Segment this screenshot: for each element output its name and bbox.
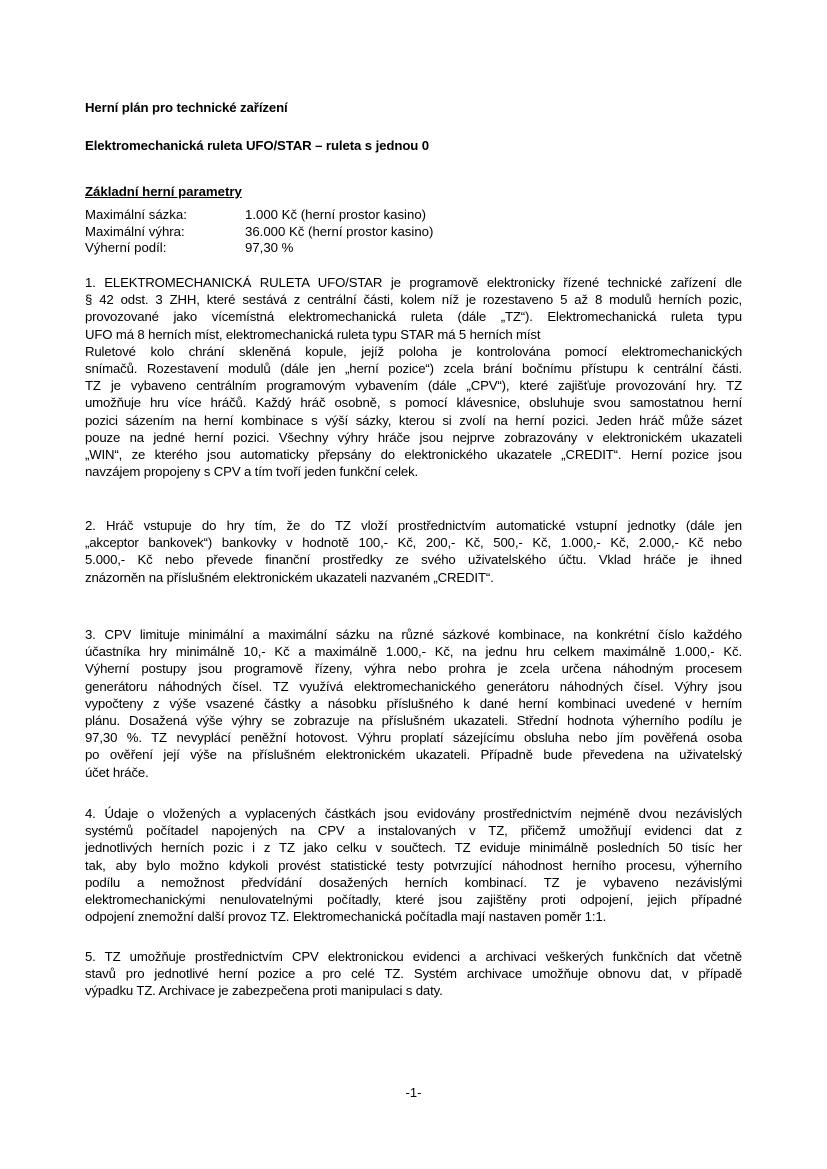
paragraph-line: 5.000,- Kč nebo převede finanční prostředky ze svého uživatelského účtu. Vklad hráče je ihned bbox=[85, 552, 742, 568]
paragraph-line: Výherní postupy jsou programově řízeny, výhra nebo prohra je zcela určena náhodným procesem bbox=[85, 661, 742, 677]
paragraph-1 bbox=[85, 274, 742, 480]
paragraph-line: TZ je vybaveno centrálním programovým vybavením (dále „CPV“), které zajišťuje provozování hry. TZ bbox=[85, 378, 742, 394]
parameter-value: 97,30 % bbox=[245, 240, 294, 255]
parameter-row-max-bet bbox=[85, 207, 433, 224]
paragraph-line: po ověření její výše na příslušném elektronickém ukazateli. Případně bude převedena na uživatelský bbox=[85, 747, 742, 763]
paragraph-line: elektromechanickými nenulovatelnými počítadly, které jsou zajištěny proti odpojení, jejich případné bbox=[85, 892, 742, 908]
paragraph-line: znázorněn na příslušném elektronickém ukazateli nazvaném „CREDIT“. bbox=[85, 569, 494, 585]
paragraph-line: Ruletové kolo chrání skleněná kopule, jejíž poloha je kontrolována pomocí elektromechanických bbox=[85, 343, 742, 359]
paragraph-line: 2. Hráč vstupuje do hry tím, že do TZ vloží prostřednictvím automatické vstupní jednotky (dále jen bbox=[85, 518, 742, 533]
paragraph-line: 3. CPV limituje minimální a maximální sázku na různé sázkové kombinace, na konkrétní číslo každého bbox=[85, 627, 742, 642]
paragraph-3 bbox=[85, 626, 742, 781]
paragraph-line: snímačů. Rozestavení modulů (dále jen „herní pozice“) zcela brání bočnímu přístupu k centrální části. bbox=[85, 361, 742, 377]
paragraph-line: generátoru náhodných čísel. TZ využívá elektromechanického generátoru náhodných čísel. Výhry jsou bbox=[85, 678, 742, 694]
paragraph-line: odpojení znemožní další provoz TZ. Elektromechanická počítadla mají nastaven poměr 1:1. bbox=[85, 909, 607, 925]
section-heading: Základní herní parametry bbox=[85, 184, 242, 199]
parameter-label: Maximální sázka: bbox=[85, 207, 187, 222]
paragraph-line: stavů pro jednotlivé herní pozice a pro celé TZ. Systém archivace umožňuje obnovu dat, v případě bbox=[85, 966, 742, 982]
parameters-list bbox=[85, 207, 433, 257]
paragraph-line: „akceptor bankovek“) bankovky v hodnotě 100,- Kč, 200,- Kč, 500,- Kč, 1.000,- Kč, 2.000,- Kč nebo bbox=[85, 535, 742, 551]
paragraph-line: vypočteny z výše vsazené částky a násobku příslušného k dané herní kombinaci uvedené v herním bbox=[85, 695, 742, 711]
parameter-label: Výherní podíl: bbox=[85, 240, 167, 255]
paragraph-line: 97,30 %. TZ nevyplácí peněžní hotovost. Výhru proplatí sázejícímu obsluha nebo jím pověřená osoba bbox=[85, 730, 742, 746]
parameter-value: 36.000 Kč (herní prostor kasino) bbox=[245, 223, 434, 239]
paragraph-line: 1. ELEKTROMECHANICKÁ RULETA UFO/STAR je programově elektronicky řízené technické zařízení dle bbox=[85, 275, 742, 290]
paragraph-line: 4. Údaje o vložených a vyplacených částkách jsou evidovány prostřednictvím nejméně dvou nezávislých bbox=[85, 806, 742, 821]
paragraph-5 bbox=[85, 948, 742, 1000]
paragraph-line: podílu a nemožnost předvídání dosažených herních kombinací. TZ je vybaveno nezávislými bbox=[85, 874, 742, 890]
paragraph-2 bbox=[85, 517, 742, 586]
parameter-value: 1.000 Kč (herní prostor kasino) bbox=[245, 207, 427, 222]
paragraph-line: jednotlivých herních pozic i z TZ jako celku v součtech. TZ eviduje minimálně posledních 50 tisíc her bbox=[85, 840, 742, 856]
paragraph-line: systémů počítadel napojených na CPV a instalovaných v TZ, přičemž umožňují evidenci dat z bbox=[85, 823, 742, 839]
paragraph-line: účastníka hry minimálně 10,- Kč a maximálně 1.000,- Kč, na jednu hru celkem maximálně 1.000,- Kč. bbox=[85, 644, 742, 660]
paragraph-line: UFO má 8 herních míst, elektromechanická ruleta typu STAR má 5 herních míst bbox=[85, 326, 541, 342]
page-number: -1- bbox=[405, 1085, 422, 1100]
paragraph-line: účet hráče. bbox=[85, 764, 149, 780]
paragraph-line: umožňuje hru více hráčů. Každý hráč osobně, s pomocí klávesnice, obsluhuje svou samostatnou herní bbox=[85, 395, 742, 411]
paragraph-line: tak, aby bylo možno kdykoli provést statistické testy potvrzující náhodnost herního procesu, výherního bbox=[85, 857, 742, 873]
paragraph-line: „WIN“, ze kterého jsou automaticky přepsány do elektronického ukazatele „CREDIT“. Herní pozice jsou bbox=[85, 447, 742, 463]
parameter-row-max-win bbox=[85, 224, 433, 241]
parameter-row-payout bbox=[85, 240, 433, 257]
parameter-label: Maximální výhra: bbox=[85, 223, 185, 239]
paragraph-line: navzájem propojeny s CPV a tím tvoří jeden funkční celek. bbox=[85, 464, 419, 480]
paragraph-line: výpadku TZ. Archivace je zabezpečena proti manipulaci s daty. bbox=[85, 983, 443, 999]
paragraph-4 bbox=[85, 805, 742, 925]
paragraph-line: 5. TZ umožňuje prostřednictvím CPV elektronickou evidenci a archivaci veškerých funkčních dat včetně bbox=[85, 949, 742, 964]
paragraph-line: pozici sázením na herní kombinace s výší sázky, kterou si zvolí na herní pozici. Jeden hráč může sázet bbox=[85, 412, 742, 428]
paragraph-line: provozované jako vícemístná elektromechanická ruleta (dále „TZ“). Elektromechanická ruleta typu bbox=[85, 309, 742, 325]
paragraph-line: plánu. Dosažená výše výhry se zobrazuje na příslušném ukazateli. Střední hodnota výherního podílu je bbox=[85, 713, 742, 729]
paragraph-line: pouze na jedné herní pozici. Všechny výhry hráče jsou nejprve zobrazovány v elektronickém ukazateli bbox=[85, 429, 742, 445]
document-subtitle: Elektromechanická ruleta UFO/STAR – ruleta s jednou 0 bbox=[85, 138, 430, 153]
document-title: Herní plán pro technické zařízení bbox=[85, 100, 288, 115]
paragraph-line: § 42 odst. 3 ZHH, které sestává z centrální části, kolem níž je rozestaveno 5 až 8 modulů herních pozic, bbox=[85, 292, 742, 308]
